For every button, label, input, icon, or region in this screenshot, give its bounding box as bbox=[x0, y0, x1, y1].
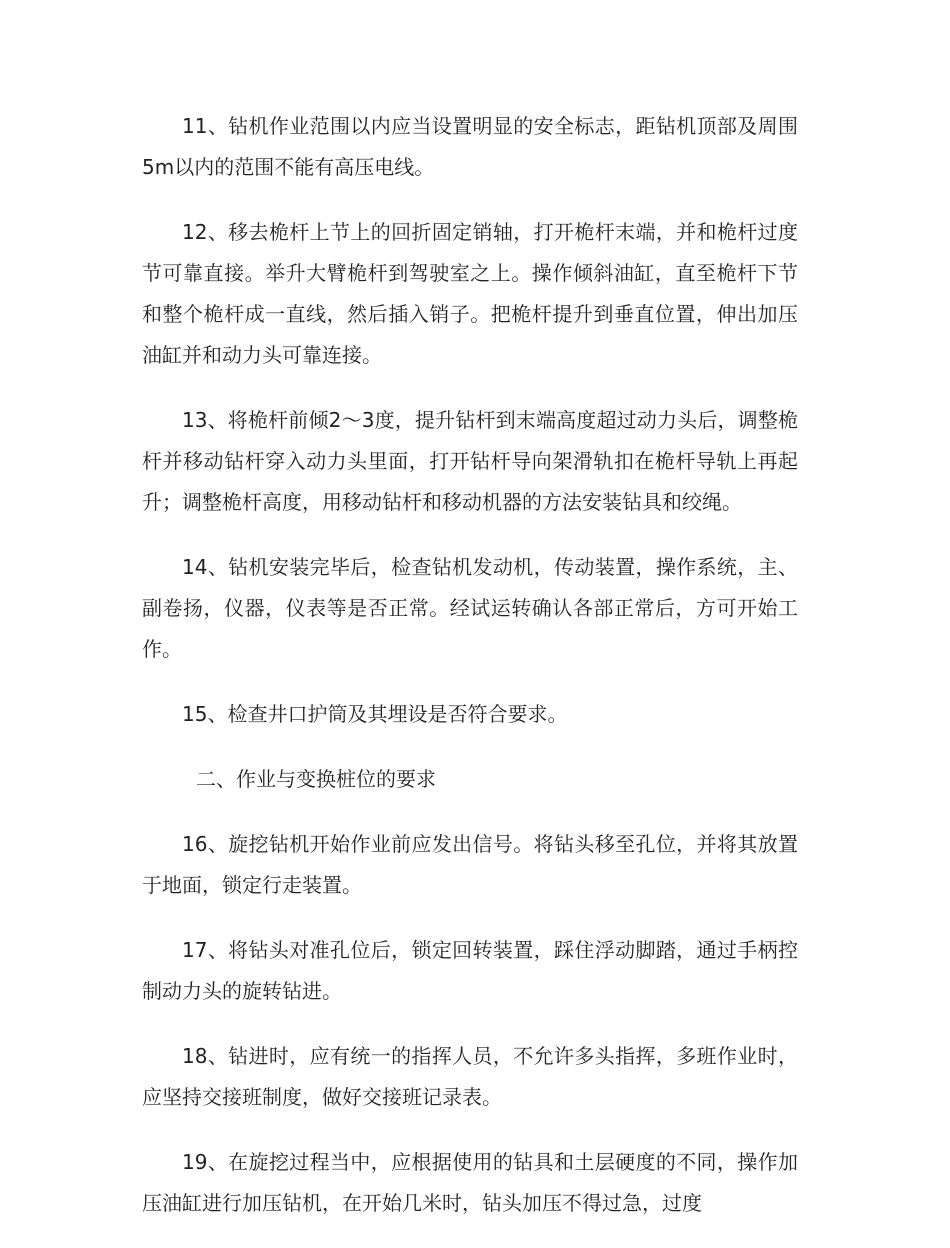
paragraph-17: 17、将钻头对准孔位后，锁定回转装置，踩住浮动脚踏，通过手柄控制动力头的旋转钻进。 bbox=[142, 938, 798, 1003]
paragraph-14: 14、钻机安装完毕后，检查钻机发动机，传动装置，操作系统，主、副卷扬，仪器，仪表等是否正常。经试运转确认各部正常后，方可开始工作。 bbox=[142, 555, 798, 661]
paragraph-16: 16、旋挖钻机开始作业前应发出信号。将钻头移至孔位，并将其放置于地面，锁定行走装置。 bbox=[142, 832, 798, 897]
paragraph-15: 15、检查井口护筒及其埋设是否符合要求。 bbox=[182, 702, 568, 726]
section-heading: 二、作业与变换桩位的要求 bbox=[196, 767, 436, 791]
paragraph-11: 11、钻机作业范围以内应当设置明显的安全标志，距钻机顶部及周围5m以内的范围不能有高压电线。 bbox=[142, 114, 798, 179]
paragraph-13: 13、将桅杆前倾2～3度，提升钻杆到末端高度超过动力头后，调整桅杆并移动钻杆穿入动力头里面，打开钻杆导向架滑轨扣在桅杆导轨上再起升；调整桅杆高度，用移动钻杆和移动机器的方法安装钻具和绞绳。 bbox=[142, 408, 798, 514]
paragraph-18: 18、钻进时，应有统一的指挥人员，不允许多头指挥，多班作业时，应坚持交接班制度，做好交接班记录表。 bbox=[142, 1044, 798, 1109]
document-body bbox=[142, 106, 798, 1248]
paragraph-12: 12、移去桅杆上节上的回折固定销轴，打开桅杆末端，并和桅杆过度节可靠直接。举升大臂桅杆到驾驶室之上。操作倾斜油缸，直至桅杆下节和整个桅杆成一直线，然后插入销子。把桅杆提升到垂直位置，伸出加压油缸并和动力头可靠连接。 bbox=[142, 220, 798, 367]
paragraph-19: 19、在旋挖过程当中，应根据使用的钻具和土层硬度的不同，操作加压油缸进行加压钻机，在开始几米时，钻头加压不得过急，过度 bbox=[142, 1150, 798, 1215]
